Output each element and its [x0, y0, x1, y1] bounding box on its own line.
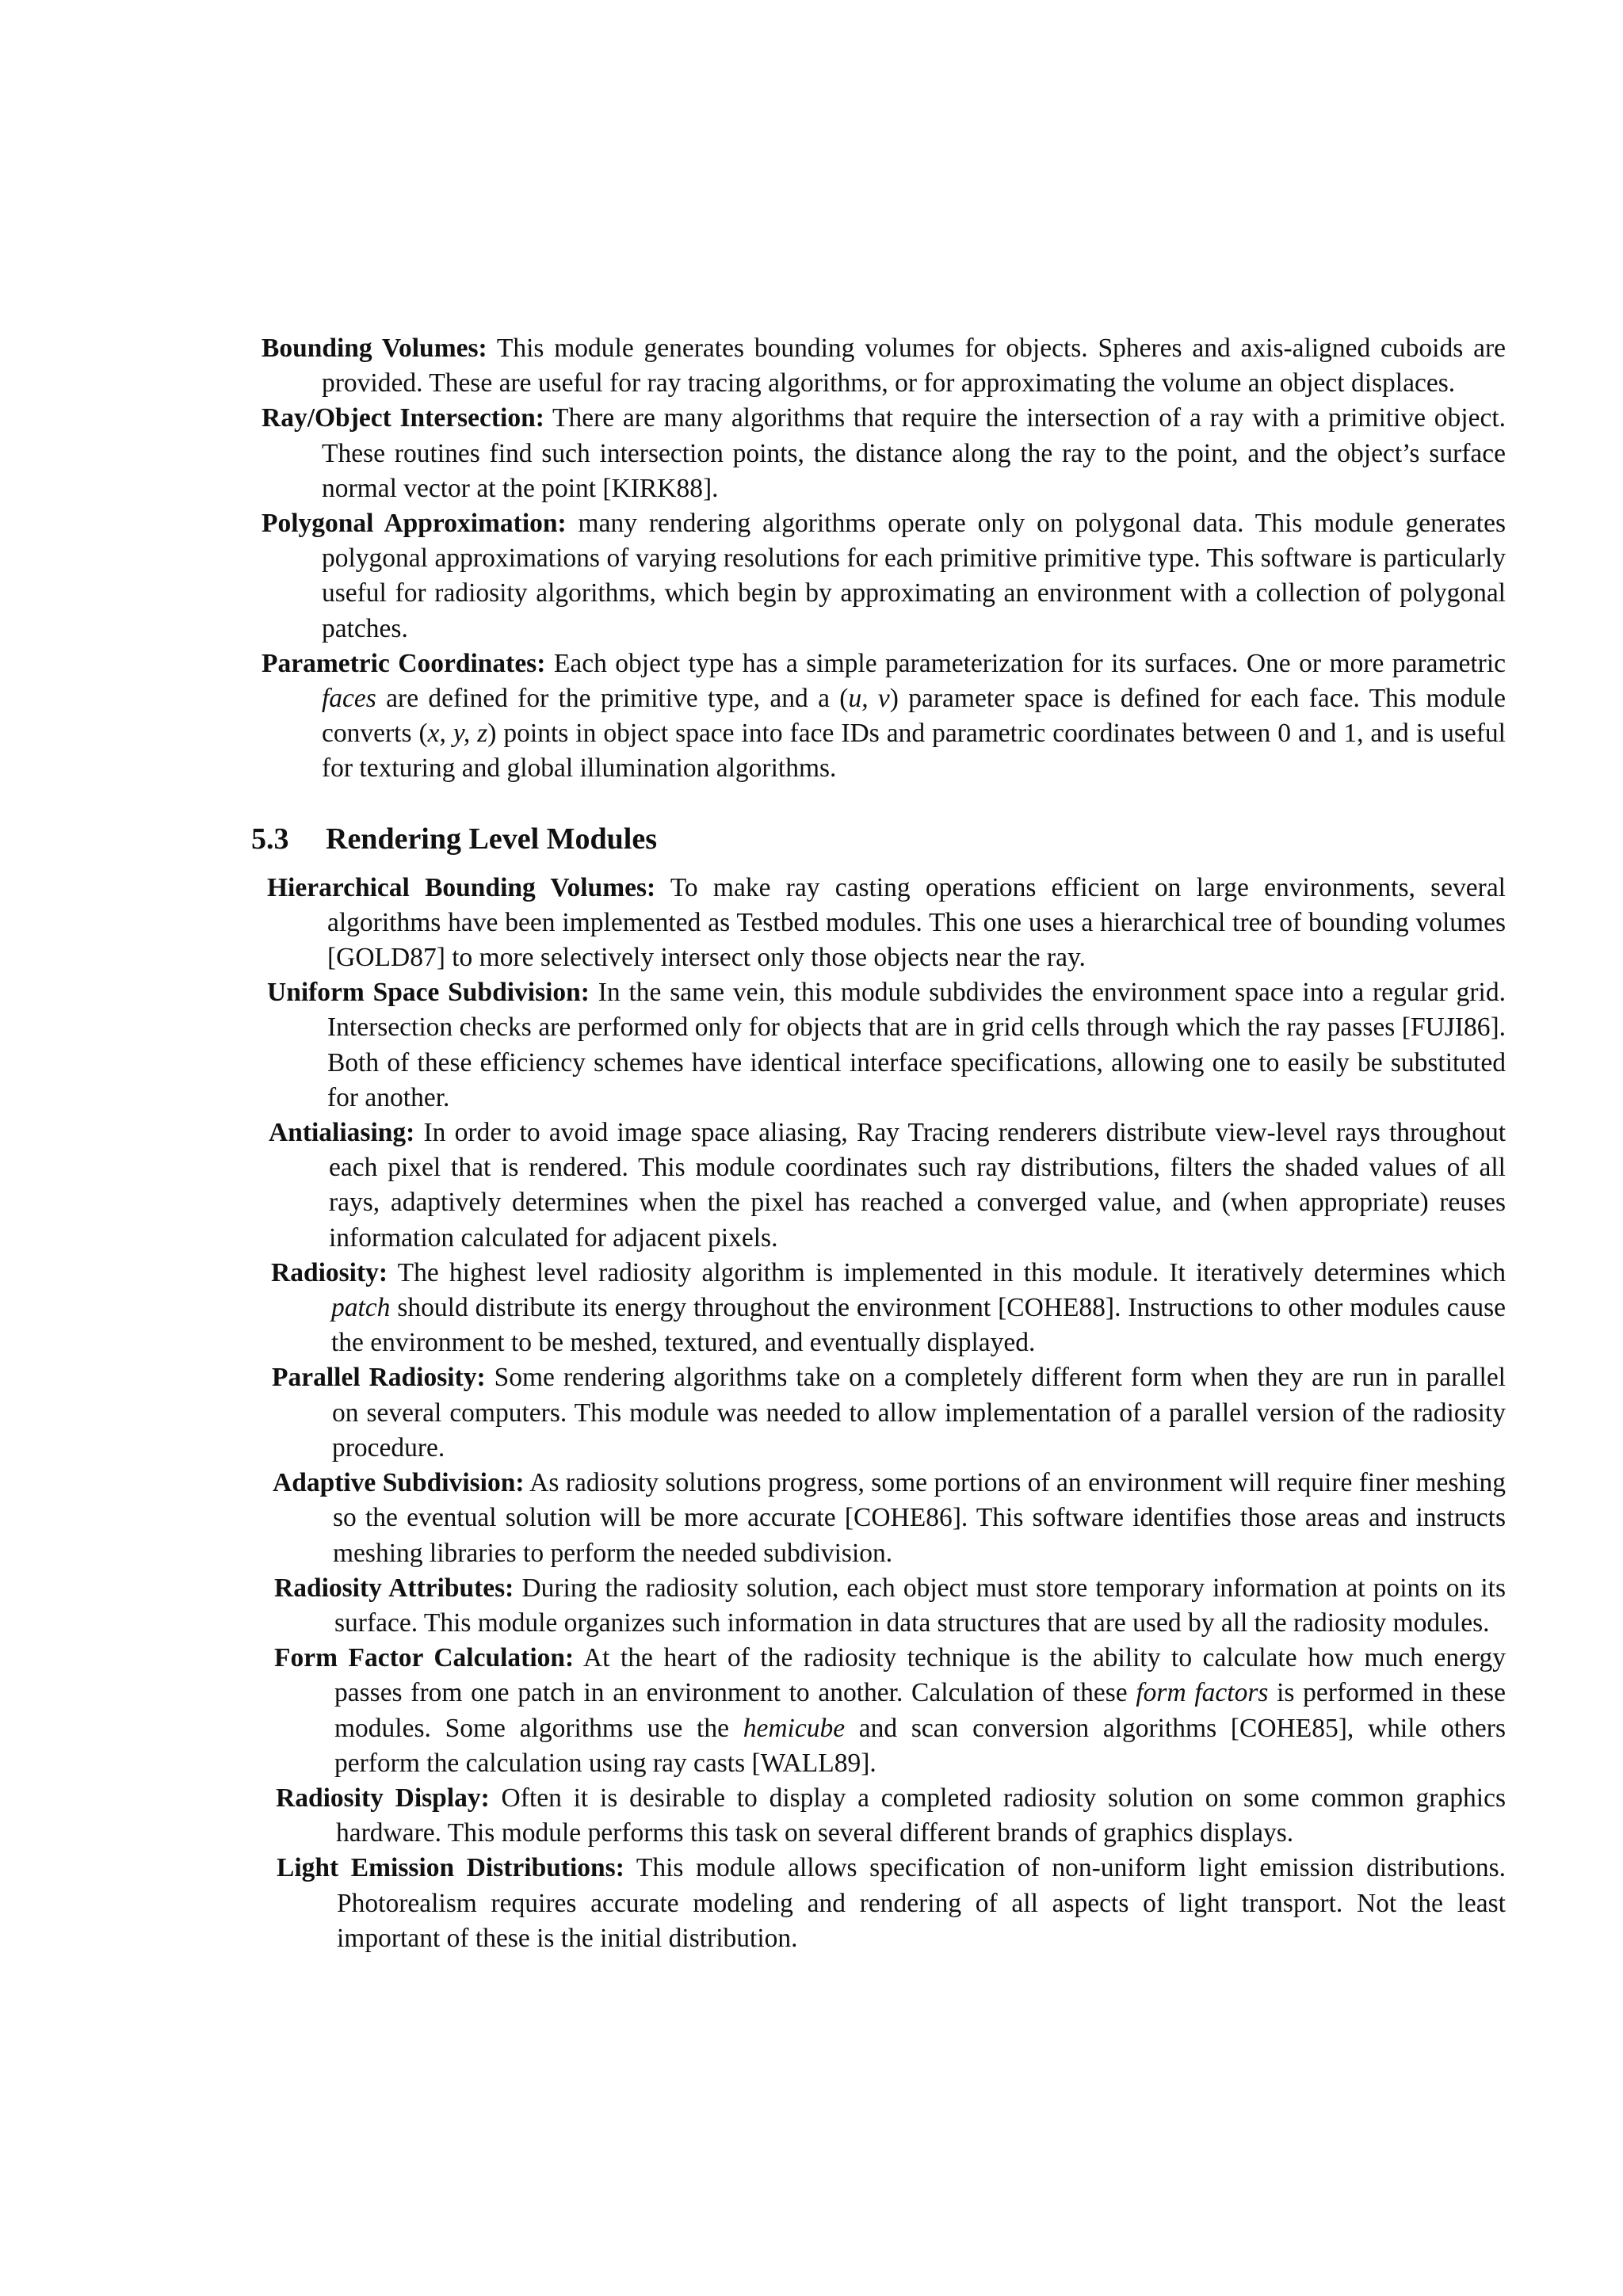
text-run: Each object type has a simple parameterization for its surfaces. One or more parametric	[553, 648, 1507, 678]
entry-radiosity-display	[276, 1781, 1506, 1851]
text-run: At the heart of the radiosity technique is the ability to calculate how much energy passes from one patch in an environment to another. Calculation of these	[334, 1643, 1507, 1708]
entry-term: Light Emission Distributions:	[277, 1853, 624, 1883]
paper-page	[251, 331, 1507, 1956]
text-run: are defined for the primitive type, and a (	[376, 684, 849, 714]
italic-run: form factors	[1136, 1678, 1269, 1708]
entry-polygonal-approximation	[262, 506, 1506, 646]
entry-form-factor-calculation	[274, 1641, 1506, 1781]
entry-term: Polygonal Approximation:	[262, 509, 567, 539]
text-run: ) points in object space into face IDs and parametric coordinates between 0 and 1, and is useful for texturing and global illumination algorithms.	[322, 719, 1506, 784]
entry-antialiasing	[269, 1116, 1506, 1256]
section-entries	[262, 871, 1506, 1956]
entry-text: As radiosity solutions progress, some portions of an environment will require finer meshing so the eventual solution will be more accurate [COHE86]. This software identifies those areas and instructs meshing libraries to perform the needed subdivision.	[333, 1468, 1506, 1568]
text-run: is performed in these modules. Some algorithms use the	[334, 1678, 1506, 1743]
entry-ray-object-intersection	[262, 401, 1506, 506]
entry-term: Radiosity:	[271, 1257, 388, 1287]
section-title: Rendering Level Modules	[326, 822, 657, 856]
entry-text: Often it is desirable to display a completed radiosity solution on some common graphics hardware. This module performs this task on several different brands of graphics displays.	[336, 1783, 1506, 1848]
entry-term: Form Factor Calculation:	[274, 1643, 575, 1673]
entry-term: Parallel Radiosity:	[272, 1363, 486, 1393]
entry-text: Some rendering algorithms take on a completely different form when they are run in parallel on several computers. This module was needed to allow implementation of a parallel version of the radiosity procedure.	[332, 1363, 1506, 1463]
entry-bounding-volumes	[262, 331, 1506, 401]
entry-radiosity	[271, 1256, 1506, 1361]
entry-text: There are many algorithms that require the intersection of a ray with a primitive object. These routines find such intersection points, the distance along the ray to the point, and the object’s surface normal vector at the point [KIRK88].	[322, 403, 1506, 503]
entry-term: Bounding Volumes:	[262, 334, 487, 363]
entry-text: During the radiosity solution, each object must store temporary information at points on its surface. This module organizes such information in data structures that are used by all the radiosity modules.	[334, 1573, 1506, 1638]
text-run: should distribute its energy throughout the environment [COHE88]. Instructions to other modules cause the environment to be meshed, textured, and eventually displayed.	[331, 1293, 1506, 1358]
italic-run: x, y, z	[427, 719, 488, 749]
text-run: The highest level radiosity algorithm is implemented in this module. It iteratively determines which	[397, 1257, 1506, 1287]
entry-light-emission-distributions	[277, 1851, 1506, 1956]
entry-term: Parametric Coordinates:	[262, 648, 546, 678]
italic-run: patch	[331, 1293, 391, 1323]
entry-text: In the same vein, this module subdivides the environment space into a regular grid. Intersection checks are performed only for objects that are in grid cells through which the ray passes [FUJI86]. Both of these efficiency schemes have identical interface specifications, allowing one to easily be substituted for another.	[327, 978, 1506, 1112]
italic-run: faces	[322, 684, 376, 714]
entry-hierarchical-bounding-volumes	[267, 871, 1506, 976]
entry-parametric-coordinates	[262, 646, 1506, 787]
entry-text: This module generates bounding volumes for objects. Spheres and axis-aligned cuboids are provided. These are useful for ray tracing algorithms, or for approximating the volume an object displaces.	[322, 334, 1506, 399]
entry-text: To make ray casting operations efficient on large environments, several algorithms have been implemented as Testbed modules. This one uses a hierarchical tree of bounding volumes [GOLD87] to more selectively intersect only those objects near the ray.	[327, 872, 1506, 973]
italic-run: u, v	[848, 684, 890, 714]
entry-text: In order to avoid image space aliasing, Ray Tracing renderers distribute view-level rays throughout each pixel that is rendered. This module coordinates such ray distributions, filters the shaded values of all rays, adaptively determines when the pixel has reached a converged value, and (when appropriate) reuses information calculated for adjacent pixels.	[329, 1118, 1507, 1253]
section-number: 5.3	[251, 822, 289, 856]
entry-term: Adaptive Subdivision:	[273, 1468, 525, 1498]
entry-term: Radiosity Display:	[276, 1783, 490, 1813]
entry-parallel-radiosity	[272, 1360, 1506, 1466]
section-heading	[251, 820, 1506, 858]
text-run: ) parameter space is defined for each face. This module converts (	[322, 684, 1506, 749]
entry-text: This module allows specification of non-uniform light emission distributions. Photorealism requires accurate modeling and rendering of all aspects of light transport. Not the least important of these is the initial distribution.	[337, 1853, 1506, 1953]
entry-text: many rendering algorithms operate only on polygonal data. This module generates polygonal approximations of varying resolutions for each primitive primitive type. This software is particularly useful for radiosity algorithms, which begin by approximating an environment with a collection of polygonal patches.	[322, 509, 1506, 643]
entry-term: Antialiasing:	[269, 1118, 415, 1148]
italic-run: hemicube	[743, 1713, 846, 1743]
entry-term: Uniform Space Subdivision:	[267, 978, 590, 1008]
entry-uniform-space-subdivision	[267, 975, 1506, 1116]
entry-adaptive-subdivision	[273, 1466, 1506, 1571]
text-run: and scan conversion algorithms [COHE85], while others perform the calculation using ray casts [WALL89].	[334, 1713, 1506, 1778]
entry-term: Hierarchical Bounding Volumes:	[267, 872, 656, 902]
entry-text	[331, 1258, 1506, 1357]
entry-radiosity-attributes	[274, 1571, 1506, 1641]
entry-term: Radiosity Attributes:	[274, 1573, 514, 1603]
entry-term: Ray/Object Intersection:	[262, 403, 544, 433]
